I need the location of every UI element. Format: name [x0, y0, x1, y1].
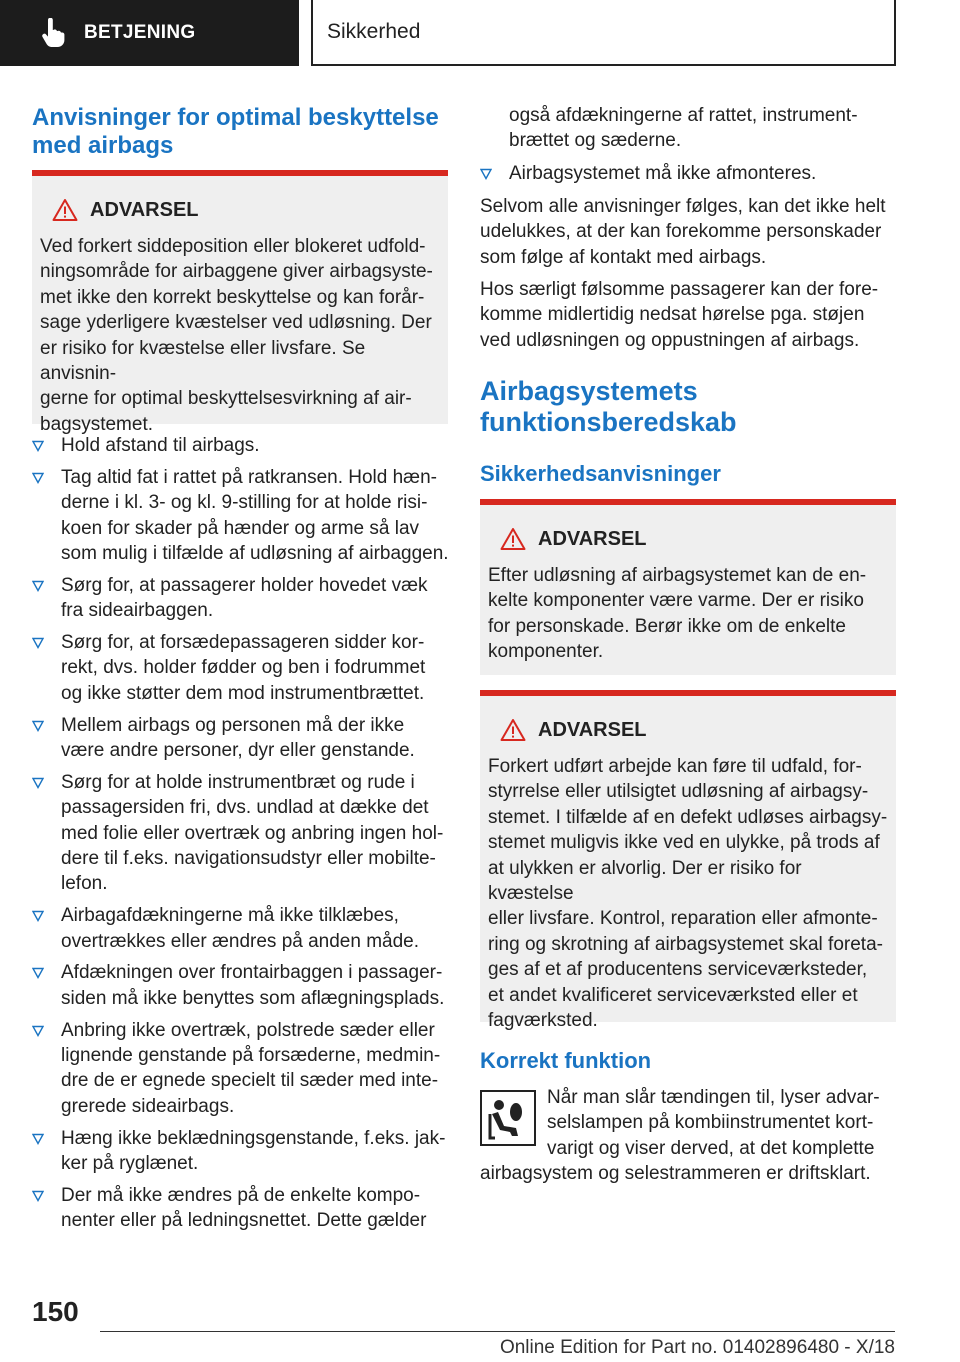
bullet-triangle-icon [32, 472, 44, 484]
list-item: Afdækningen over frontairbaggen i passager‐ siden må ikke benyttes som aflægningsplads. [32, 960, 456, 1011]
airbag-warning-lamp-icon [480, 1090, 536, 1146]
safety-bullet-list [32, 433, 456, 1240]
warning-box-hot-components [480, 499, 896, 675]
chapter-tab [0, 0, 299, 66]
bullet-triangle-icon [32, 440, 44, 452]
warning-text: Efter udløsning af airbagsystemet kan de en‐ kelte komponenter være varme. Der er risiko for personskade. Berør ikke om de enkelte komponenter. [488, 565, 867, 663]
subheading-safety-notes: Sikkerhedsanvisninger [480, 461, 721, 486]
airbag-seat-icon [482, 1092, 534, 1144]
warning-triangle-icon [52, 198, 78, 222]
paragraph-injury-risk: Selvom alle anvisninger følges, kan det ikke helt udelukkes, at der kan forekomme personskader som følge af kontakt med airbags. [480, 196, 886, 268]
bullet-triangle-icon [32, 910, 44, 922]
list-item: Sørg for at holde instrumentbræt og rude i passagersiden fri, dvs. undlad at dække det med folie eller overtræk og anbring ingen hol‐ dere til f.eks. navigationsudstyr eller mobilte‐ lefon. [32, 770, 456, 897]
list-item: Airbagafdækningerne må ikke tilklæbes, overtrækkes eller ændres på anden måde. [32, 903, 456, 954]
warning-triangle-icon [500, 718, 526, 742]
list-item: Hæng ikke beklædningsgenstande, f.eks. jak‐ ker på ryglænet. [32, 1126, 456, 1177]
warning-text: Ved forkert siddeposition eller blokeret udfold‐ ningsområde for airbaggene giver airbagsyste‐ met ikke den korrekt beskyttelse og kan forår‐ sage yderligere kvæstelser ved udløsning. Der er risiko for kvæstelse eller livsfare. Se anvisnin‐ gerne for optimal beskyttelsesvirkning af air‐ bagsystemet. [40, 236, 433, 435]
warning-box-seat-position [32, 170, 448, 435]
chapter-label: BETJENING [84, 22, 196, 43]
list-item: Sørg for, at forsædepassageren sidder kor‐ rekt, dvs. holder fødder og ben i fodrummet og ikke støtter dem mod instrumentbrættet. [32, 630, 456, 706]
safety-bullet-list-continued [480, 161, 896, 193]
warning-text: Forkert udført arbejde kan føre til udfald, for‐ styrrelse eller utilsigtet udløsning af airbagsy‐ stemet. I tilfælde af en defekt udløses airbagsy‐ stemet muligvis ikke ved en ulykke, på trods af at ulykken er alvorlig. Der er risiko for kvæstelse eller livsfare. Kontrol, reparation eller afmonte‐ ring og skrotning af airbagsystemet skal foreta‐ ges af et af producentens serviceværksteder, et andet kvalificeret serviceværksted eller et fagværksted. [488, 756, 888, 1032]
footer-divider [100, 1331, 895, 1332]
bullet-triangle-icon [32, 580, 44, 592]
warning-title: ADVARSEL [52, 196, 440, 224]
function-text-last-line: airbagsystem og selestrammeren er driftsklart. [480, 1163, 871, 1184]
section-heading-readiness: Airbagsystemets funktionsberedskab [480, 376, 737, 437]
bullet-triangle-icon [32, 777, 44, 789]
warning-title: ADVARSEL [500, 716, 888, 744]
bullet-continuation: også afdækningerne af rattet, instrument‐ brættet og sæderne. [509, 105, 858, 152]
bullet-triangle-icon [32, 967, 44, 979]
bullet-triangle-icon [32, 1133, 44, 1145]
section-label: Sikkerhed [327, 20, 421, 43]
warning-title: ADVARSEL [500, 525, 888, 553]
bullet-triangle-icon [32, 1025, 44, 1037]
bullet-triangle-icon [32, 720, 44, 732]
list-item: Tag altid fat i rattet på ratkransen. Hold hæn‐ derne i kl. 3- og kl. 9-stilling for at holde risi‐ koen for skader på hænder og arme så lav som mulig i tilfælde af udløsning af airbaggen. [32, 465, 456, 567]
bullet-triangle-icon [32, 637, 44, 649]
list-item: Anbring ikke overtræk, polstrede sæder eller lignende genstande på forsæderne, medmin‐ dre de er egnede specielt til sæder med inte‐ grerede sideairbags. [32, 1018, 456, 1120]
bullet-triangle-icon [480, 168, 492, 180]
warning-triangle-icon [500, 527, 526, 551]
paragraph-hearing: Hos særligt følsomme passagerer kan der fore‐ komme midlertidig nedsat hørelse pga. støjen ved udløsningen og oppustningen af airbags. [480, 279, 879, 351]
page-number: 150 [32, 1296, 79, 1327]
list-item: Airbagsystemet må ikke afmonteres. [480, 161, 896, 186]
warning-box-improper-work [480, 690, 896, 1032]
list-item: Sørg for, at passagerer holder hovedet væk fra sideairbaggen. [32, 573, 456, 624]
edition-note: Online Edition for Part no. 01402896480 - X/18 [499, 1337, 895, 1358]
subheading-correct-function: Korrekt funktion [480, 1048, 652, 1073]
hand-pointer-icon [40, 18, 66, 48]
section-heading-airbag-protection: Anvisninger for optimal beskyttelse med airbags [32, 104, 439, 159]
function-text: Når man slår tændingen til, lyser advar‐ selslampen på kombiinstrumentet kort‐ varigt og viser derved, at det komplette [547, 1087, 880, 1159]
list-item: Hold afstand til airbags. [32, 433, 456, 458]
section-title [311, 0, 896, 66]
list-item: Mellem airbags og personen må der ikke være andre personer, dyr eller genstande. [32, 713, 456, 764]
list-item: Der må ikke ændres på de enkelte kompo‐ nenter eller på ledningsnettet. Dette gælder [32, 1183, 456, 1234]
bullet-triangle-icon [32, 1190, 44, 1202]
